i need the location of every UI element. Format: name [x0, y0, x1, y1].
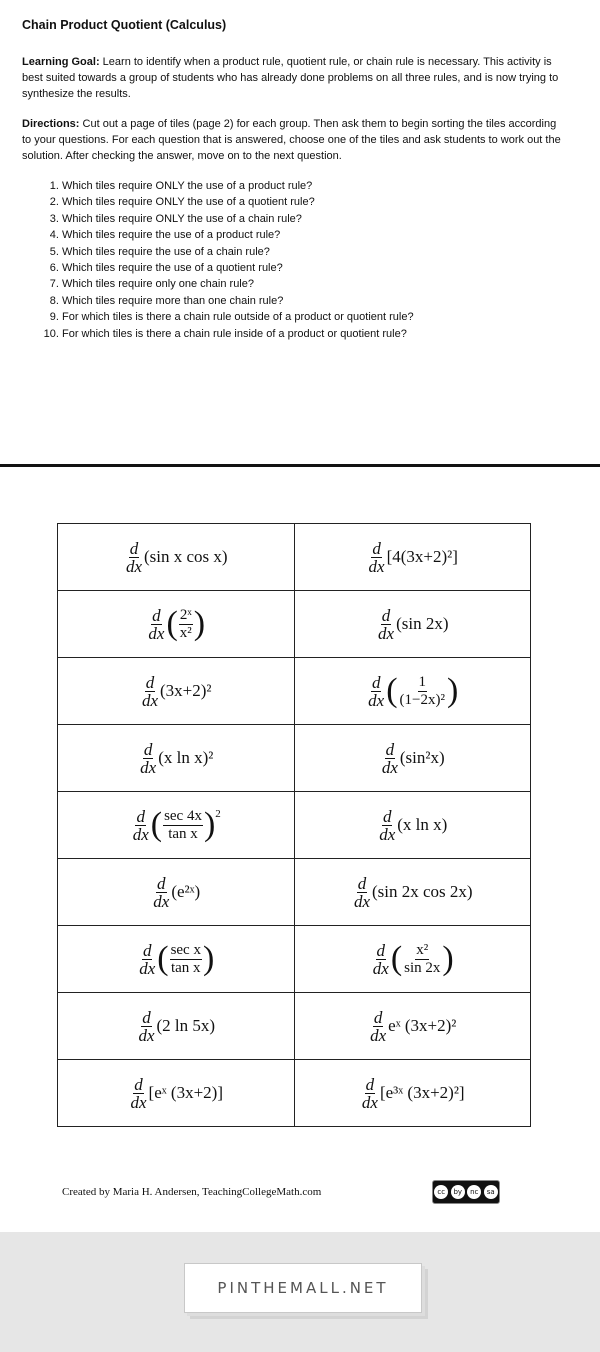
tile: $\frac{d}{dx}$ ( $\frac{\sec 4x}{\text{tan x}}$ ) $^2$ [58, 792, 295, 859]
tile: $\frac{d}{dx}$ ( $\frac{\text{sec x}}{\text{tan x}}$ ) [58, 926, 295, 993]
tile: $\frac{d}{dx}$ (sin x cos x) [58, 524, 295, 591]
tile-expression: (sin x cos x) [143, 547, 228, 566]
learning-goal: Learning Goal: Learn to identify when a product rule, quotient rule, or chain rule is necessary. This activity is best suited towards a group of students who has already done problems on all three rules, and is now trying to synthesize the results. [22, 56, 559, 100]
tile-grid [57, 523, 531, 1127]
page-divider [0, 464, 600, 467]
tile: $\frac{d}{dx}$ [4(3x+2)²] [294, 524, 531, 591]
tile: $\frac{d}{dx}$ (x ln x) [294, 792, 531, 859]
list-item: 3. Which tiles require ONLY the use of a chain rule? [62, 211, 562, 227]
tile-expression: (x ln x) [397, 815, 448, 834]
tile: $\frac{d}{dx}$ ( $\frac{\text{2ˣ}}{\text{x²}}$ ) [58, 591, 295, 658]
tile-expression: (sin 2x cos 2x) [371, 882, 473, 901]
creative-commons-badge [432, 1180, 500, 1204]
tile-expression: (x ln x)² [158, 748, 214, 767]
tile-expression: (e²ˣ) [171, 882, 201, 901]
tile-expression: eˣ (3x+2)² [388, 1016, 457, 1035]
tile-expression: [4(3x+2)²] [386, 547, 458, 566]
tile: $\frac{d}{dx}$ ( $\frac{\text{x²}}{\sin 2x}$ ) [294, 926, 531, 993]
list-item: 6. Which tiles require the use of a quotient rule? [62, 260, 562, 276]
list-item: 2. Which tiles require ONLY the use of a quotient rule? [62, 194, 562, 210]
tile: $\frac{d}{dx}$ [e³ˣ (3x+2)²] [294, 1060, 531, 1127]
instructions-page [22, 18, 562, 342]
tile: $\frac{d}{dx}$ (sin 2x cos 2x) [294, 859, 531, 926]
list-item: 1. Which tiles require ONLY the use of a product rule? [62, 178, 562, 194]
tile: $\frac{d}{dx}$ ( $\frac{1}{\text{(1−2x)²}}$ ) [294, 658, 531, 725]
tile: $\frac{d}{dx}$ (x ln x)² [58, 725, 295, 792]
list-item: 7. Which tiles require only one chain rule? [62, 276, 562, 292]
tile: $\frac{d}{dx}$ eˣ (3x+2)² [294, 993, 531, 1060]
tile: $\frac{d}{dx}$ [eˣ (3x+2)] [58, 1060, 295, 1127]
question-list [22, 178, 562, 342]
tile: $\frac{d}{dx}$ (sin²x) [294, 725, 531, 792]
nc-icon: nc [467, 1185, 481, 1199]
credit-line: Created by Maria H. Andersen, TeachingCollegeMath.com [62, 1186, 322, 1198]
list-item: 8. Which tiles require more than one chain rule? [62, 293, 562, 309]
tile-expression: (sin²x) [399, 748, 445, 767]
tile: $\frac{d}{dx}$ (sin 2x) [294, 591, 531, 658]
tile-expression: [eˣ (3x+2)] [148, 1083, 223, 1102]
sa-icon: sa [484, 1185, 498, 1199]
tile-expression: (3x+2)² [160, 681, 212, 700]
tile: $\frac{d}{dx}$ (2 ln 5x) [58, 993, 295, 1060]
tile-expression: [e³ˣ (3x+2)²] [379, 1083, 465, 1102]
by-icon: by [451, 1185, 465, 1199]
list-item: 10. For which tiles is there a chain rule inside of a product or quotient rule? [62, 326, 562, 342]
list-item: 5. Which tiles require the use of a chain rule? [62, 244, 562, 260]
page-title: Chain Product Quotient (Calculus) [22, 18, 227, 32]
tile: $\frac{d}{dx}$ (3x+2)² [58, 658, 295, 725]
list-item: 9. For which tiles is there a chain rule outside of a product or quotient rule? [62, 309, 562, 325]
cc-icon: cc [434, 1185, 448, 1199]
list-item: 4. Which tiles require the use of a product rule? [62, 227, 562, 243]
tile-expression: (sin 2x) [396, 614, 449, 633]
directions: Directions: Cut out a page of tiles (page 2) for each group. Then ask them to begin sorting the tiles according to your questions. For each question that is answered, choose one of the tiles and ask students to work out the solution. After checking the answer, move on to the next question. [22, 118, 561, 162]
tile-expression: (2 ln 5x) [156, 1016, 216, 1035]
brand-stamp[interactable]: PINTHEMALL.NET [184, 1263, 422, 1313]
tile: $\frac{d}{dx}$ (e²ˣ) [58, 859, 295, 926]
